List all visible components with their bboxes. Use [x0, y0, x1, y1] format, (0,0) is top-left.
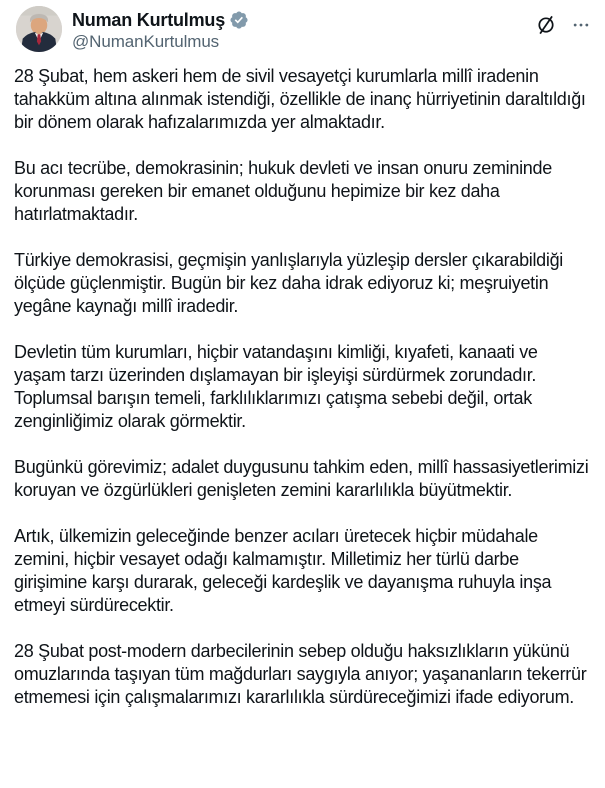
grok-button[interactable] — [535, 14, 557, 36]
tweet-paragraph: Devletin tüm kurumları, hiçbir vatandaşını kimliği, kıyafeti, kanaati ve yaşam tarzı üzerinden dışlamayan bir işleyişi sürdürmek zorundadır. Toplumsal barışın temeli, farklılıklarımızı çatışma sebebi değil, ortak zenginliğimiz olarak görmektir. — [14, 342, 538, 431]
tweet-header — [0, 0, 605, 52]
avatar[interactable] — [16, 6, 62, 52]
tweet-paragraph: Bugünkü görevimiz; adalet duygusunu tahkim eden, millî hassasiyetlerimizi koruyan ve özgürlükleri genişleten zemini kararlılıkla büyütmektir. — [14, 457, 589, 500]
tweet-paragraph: Artık, ülkemizin geleceğinde benzer acıları üretecek hiçbir müdahale zemini, hiçbir vesayet odağı kalmamıştır. Milletimiz her türlü darbe girişimine karşı durarak, geleceği kardeşlik ve dayanışma ruhuyla inşa etmeyi sürdürecektir. — [14, 526, 552, 615]
user-handle[interactable]: @NumanKurtulmus — [72, 32, 220, 51]
user-identity — [72, 6, 535, 52]
name-row — [72, 9, 535, 31]
tweet-paragraph: Türkiye demokrasisi, geçmişin yanlışlarıyla yüzleşip dersler çıkarabildiği ölçüde güçlenmiştir. Bugün bir kez daha idrak ediyoruz ki; meşruiyetin yegâne kaynağı millî iradedir. — [14, 250, 564, 316]
more-button[interactable] — [571, 15, 591, 35]
display-name[interactable]: Numan Kurtulmuş — [72, 10, 226, 30]
header-actions — [535, 6, 591, 36]
tweet-paragraph: Bu acı tecrübe, demokrasinin; hukuk devleti ve insan onuru zemininde korunması gereken bir emanet olduğunu hepimize bir kez daha hatırlatmaktadır. — [14, 158, 552, 224]
tweet-paragraph: 28 Şubat post-modern darbecilerinin sebep olduğu haksızlıkların yükünü omuzlarında taşıyan tüm mağdurları saygıyla anıyor; yaşananların tekerrür etmemesi için çalışmalarımızı kararlılıkla sürdüreceğimizi ifade ediyorum. — [14, 641, 587, 707]
verified-badge-icon — [229, 10, 249, 30]
grok-icon — [535, 14, 557, 36]
tweet-text — [0, 65, 605, 709]
tweet-paragraph: 28 Şubat, hem askeri hem de sivil vesayetçi kurumlarla millî iradenin tahakküm altına alınmak istendiği, özellikle de inanç hürriyetinin daraltıldığı bir dönem olarak hafızalarımızda yer almaktadır. — [14, 66, 586, 132]
more-icon — [571, 15, 591, 35]
avatar-image — [16, 6, 62, 52]
